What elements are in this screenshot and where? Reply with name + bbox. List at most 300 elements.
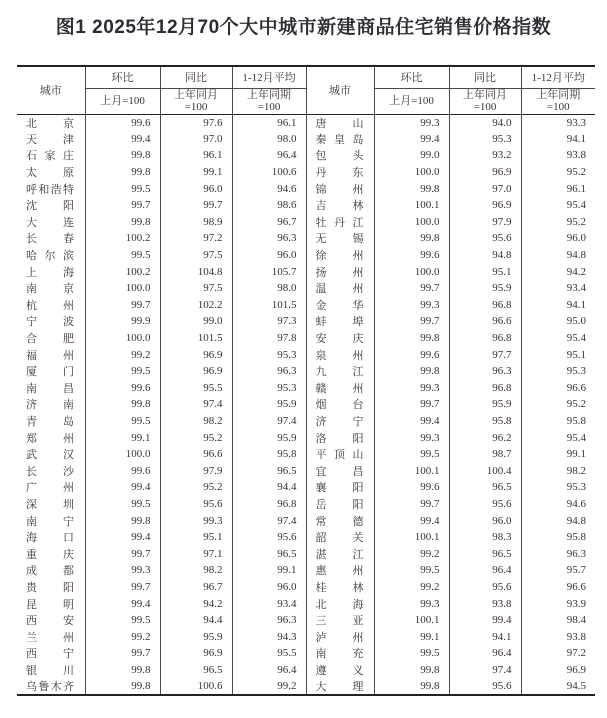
city-name: 海 口 [26,532,74,545]
base-line-bottom: =100 [257,101,281,113]
city-cell [306,429,374,446]
avg-cell: 96.0 [521,230,595,247]
yoy-cell: 98.7 [449,446,521,463]
city-cell [17,462,85,479]
city-cell [306,645,374,662]
city-name: 哈 尔 滨 [26,250,74,263]
city-cell [306,363,374,380]
yoy-cell: 96.0 [160,180,232,197]
yoy-cell: 97.4 [160,396,232,413]
mom-cell: 99.8 [85,512,160,529]
city-name: 太 原 [26,167,74,180]
yoy-cell: 96.4 [449,562,521,579]
mom-cell: 99.7 [85,579,160,596]
header-avg-base-left [232,88,306,114]
mom-cell: 99.8 [374,363,449,380]
mom-cell: 99.6 [374,247,449,264]
mom-cell: 99.3 [85,562,160,579]
city-cell [306,628,374,645]
table-row [17,595,595,612]
avg-cell: 93.8 [521,147,595,164]
yoy-cell: 96.9 [160,645,232,662]
mom-cell: 99.5 [85,413,160,430]
mom-cell: 99.4 [85,595,160,612]
city-name: 三 亚 [315,615,364,628]
avg-cell: 95.7 [521,562,595,579]
mom-cell: 99.4 [85,479,160,496]
avg-cell: 98.6 [232,197,306,214]
table-row [17,662,595,679]
avg-cell: 95.2 [521,214,595,231]
table-header [17,66,595,114]
header-yoy-base-left [160,88,232,114]
mom-cell: 99.3 [374,595,449,612]
city-cell [17,280,85,297]
avg-cell: 96.4 [232,147,306,164]
city-name: 天 津 [26,133,74,146]
mom-cell: 99.8 [374,180,449,197]
avg-cell: 96.3 [521,545,595,562]
avg-cell: 93.4 [521,280,595,297]
table-row [17,479,595,496]
yoy-cell: 104.8 [160,263,232,280]
yoy-cell: 93.8 [449,595,521,612]
header-city-left: 城市 [17,66,85,114]
avg-cell: 95.3 [232,380,306,397]
header-mom-base-right: 上月=100 [374,88,449,114]
header-avg-base-right [521,88,595,114]
mom-cell: 99.9 [85,313,160,330]
avg-cell: 96.1 [521,180,595,197]
yoy-cell: 96.9 [160,363,232,380]
city-cell [17,346,85,363]
header-yoy-right: 同比 [449,66,521,88]
yoy-cell: 97.9 [449,214,521,231]
city-name: 大 理 [315,681,364,694]
avg-cell: 101.5 [232,297,306,314]
table-row [17,579,595,596]
mom-cell: 99.6 [85,462,160,479]
avg-cell: 95.1 [521,346,595,363]
table-row [17,496,595,513]
city-cell [17,529,85,546]
city-name: 贵 阳 [26,581,74,594]
yoy-cell: 96.8 [449,330,521,347]
city-cell [306,545,374,562]
avg-cell: 97.4 [232,512,306,529]
avg-cell: 94.8 [521,247,595,264]
city-cell [306,479,374,496]
city-name: 长 沙 [26,465,74,478]
city-name: 杭 州 [26,299,74,312]
avg-cell: 95.6 [232,529,306,546]
city-cell [306,247,374,264]
mom-cell: 99.5 [85,612,160,629]
mom-cell: 99.3 [374,380,449,397]
city-name: 吉 林 [315,200,364,213]
yoy-cell: 100.4 [449,462,521,479]
price-index-table [17,65,595,696]
city-cell [17,628,85,645]
avg-cell: 96.5 [232,462,306,479]
table-row [17,462,595,479]
avg-cell: 93.4 [232,595,306,612]
city-name: 泸 州 [315,631,364,644]
city-cell [306,114,374,131]
yoy-cell: 97.5 [160,280,232,297]
yoy-cell: 100.6 [160,678,232,695]
yoy-cell: 99.3 [160,512,232,529]
mom-cell: 100.1 [374,462,449,479]
avg-cell: 98.4 [521,612,595,629]
city-name: 岳 阳 [315,498,364,511]
table-row [17,346,595,363]
mom-cell: 99.8 [85,214,160,231]
city-name: 青 岛 [26,415,74,428]
yoy-cell: 96.9 [449,164,521,181]
table-row [17,628,595,645]
mom-cell: 99.8 [374,662,449,679]
yoy-cell: 96.7 [160,579,232,596]
yoy-cell: 99.1 [160,164,232,181]
avg-cell: 93.9 [521,595,595,612]
city-cell [306,230,374,247]
yoy-cell: 96.8 [449,297,521,314]
header-yoy-left: 同比 [160,66,232,88]
avg-cell: 95.4 [521,429,595,446]
yoy-cell: 93.2 [449,147,521,164]
city-name: 无 锡 [315,233,364,246]
mom-cell: 99.8 [85,164,160,181]
yoy-cell: 97.0 [160,131,232,148]
figure-title: 图1 2025年12月70个大中城市新建商品住宅销售价格指数 [55,17,552,38]
base-line-bottom: =100 [473,101,497,113]
yoy-cell: 96.5 [160,662,232,679]
mom-cell: 99.7 [374,280,449,297]
city-cell [306,214,374,231]
mom-cell: 99.8 [85,678,160,695]
avg-cell: 97.2 [521,645,595,662]
avg-cell: 96.0 [232,247,306,264]
avg-cell: 96.6 [521,380,595,397]
mom-cell: 99.6 [374,479,449,496]
city-cell [17,131,85,148]
city-cell [306,380,374,397]
mom-cell: 99.7 [374,313,449,330]
mom-cell: 100.2 [85,230,160,247]
city-cell [306,595,374,612]
table-row [17,529,595,546]
city-name: 厦 门 [26,366,74,379]
city-cell [306,147,374,164]
mom-cell: 99.3 [374,114,449,131]
yoy-cell: 98.3 [449,529,521,546]
yoy-cell: 95.6 [449,230,521,247]
yoy-cell: 98.2 [160,413,232,430]
yoy-cell: 98.2 [160,562,232,579]
avg-cell: 94.8 [521,512,595,529]
avg-cell: 94.6 [232,180,306,197]
mom-cell: 99.2 [374,545,449,562]
mom-cell: 99.5 [374,446,449,463]
yoy-cell: 97.7 [449,346,521,363]
yoy-cell: 95.6 [449,678,521,695]
city-cell [17,380,85,397]
mom-cell: 99.5 [374,645,449,662]
city-name: 平 顶 山 [315,449,364,462]
city-name: 西 安 [26,615,74,628]
yoy-cell: 96.4 [449,645,521,662]
yoy-cell: 98.9 [160,214,232,231]
avg-cell: 97.8 [232,330,306,347]
avg-cell: 99.1 [521,446,595,463]
city-cell [306,346,374,363]
table-row [17,197,595,214]
yoy-cell: 95.1 [449,263,521,280]
city-name: 福 州 [26,349,74,362]
city-cell [306,263,374,280]
city-cell [306,197,374,214]
mom-cell: 100.0 [374,164,449,181]
city-cell [17,363,85,380]
city-cell [306,579,374,596]
table-body [17,114,595,695]
city-name: 泉 州 [315,349,364,362]
yoy-cell: 97.4 [449,662,521,679]
city-name: 重 庆 [26,548,74,561]
city-name: 湛 江 [315,548,364,561]
mom-cell: 99.5 [85,247,160,264]
avg-cell: 95.3 [521,363,595,380]
yoy-cell: 96.1 [160,147,232,164]
table-row [17,114,595,131]
mom-cell: 99.4 [85,529,160,546]
city-name: 牡 丹 江 [315,216,364,229]
city-cell [17,214,85,231]
city-name: 南 充 [315,648,364,661]
city-name: 南 宁 [26,515,74,528]
table-row [17,363,595,380]
yoy-cell: 95.3 [449,131,521,148]
yoy-cell: 94.0 [449,114,521,131]
yoy-cell: 97.6 [160,114,232,131]
table-row [17,230,595,247]
table-row [17,396,595,413]
avg-cell: 95.4 [521,197,595,214]
city-name: 扬 州 [315,266,364,279]
city-cell [306,131,374,148]
avg-cell: 99.2 [232,678,306,695]
table-row [17,247,595,264]
mom-cell: 99.8 [374,330,449,347]
mom-cell: 99.5 [85,363,160,380]
city-cell [17,512,85,529]
city-cell [17,662,85,679]
avg-cell: 94.6 [521,496,595,513]
mom-cell: 99.7 [374,396,449,413]
city-cell [17,297,85,314]
avg-cell: 105.7 [232,263,306,280]
mom-cell: 99.6 [85,380,160,397]
yoy-cell: 97.0 [449,180,521,197]
city-cell [17,230,85,247]
city-name: 九 江 [315,366,364,379]
mom-cell: 100.1 [374,197,449,214]
yoy-cell: 95.2 [160,479,232,496]
mom-cell: 99.7 [85,197,160,214]
avg-cell: 95.0 [521,313,595,330]
city-name: 郑 州 [26,432,74,445]
header-avg-right: 1-12月平均 [521,66,595,88]
city-name: 呼 和 浩 特 [26,183,74,196]
table-row [17,545,595,562]
mom-cell: 99.3 [374,297,449,314]
mom-cell: 99.8 [374,230,449,247]
city-cell [306,164,374,181]
yoy-cell: 97.1 [160,545,232,562]
yoy-cell: 96.9 [160,346,232,363]
avg-cell: 95.5 [232,645,306,662]
yoy-cell: 97.5 [160,247,232,264]
mom-cell: 100.1 [374,612,449,629]
yoy-cell: 102.2 [160,297,232,314]
city-cell [17,247,85,264]
city-cell [306,330,374,347]
avg-cell: 93.3 [521,114,595,131]
city-name: 金 华 [315,299,364,312]
avg-cell: 96.5 [232,545,306,562]
city-name: 石 家 庄 [26,150,74,163]
yoy-cell: 99.4 [449,612,521,629]
city-name: 安 庆 [315,333,364,346]
city-name: 成 都 [26,565,74,578]
city-name: 襄 阳 [315,482,364,495]
city-cell [306,612,374,629]
avg-cell: 95.4 [521,330,595,347]
mom-cell: 99.8 [85,662,160,679]
avg-cell: 96.0 [232,579,306,596]
city-cell [17,579,85,596]
yoy-cell: 95.5 [160,380,232,397]
mom-cell: 100.0 [374,214,449,231]
avg-cell: 96.6 [521,579,595,596]
city-cell [306,280,374,297]
header-yoy-base-right [449,88,521,114]
avg-cell: 95.3 [521,479,595,496]
mom-cell: 99.8 [85,147,160,164]
avg-cell: 95.8 [521,529,595,546]
avg-cell: 96.7 [232,214,306,231]
city-cell [306,462,374,479]
yoy-cell: 95.9 [449,396,521,413]
mom-cell: 100.0 [85,330,160,347]
mom-cell: 99.5 [374,562,449,579]
city-cell [17,147,85,164]
city-name: 洛 阳 [315,432,364,445]
city-name: 常 德 [315,515,364,528]
avg-cell: 94.5 [521,678,595,695]
yoy-cell: 95.9 [449,280,521,297]
avg-cell: 95.9 [232,429,306,446]
city-cell [17,645,85,662]
city-name: 济 南 [26,399,74,412]
avg-cell: 97.4 [232,413,306,430]
avg-cell: 96.3 [232,612,306,629]
table-row [17,645,595,662]
table-row [17,330,595,347]
mom-cell: 99.4 [374,413,449,430]
table-row [17,612,595,629]
avg-cell: 99.1 [232,562,306,579]
yoy-cell: 94.1 [449,628,521,645]
base-line-top: 上年同期 [247,89,291,101]
avg-cell: 95.8 [521,413,595,430]
avg-cell: 95.3 [232,346,306,363]
mom-cell: 99.2 [85,628,160,645]
city-cell [306,496,374,513]
mom-cell: 99.7 [374,496,449,513]
city-name: 蚌 埠 [315,316,364,329]
city-cell [17,496,85,513]
table-row [17,180,595,197]
avg-cell: 94.1 [521,131,595,148]
mom-cell: 99.7 [85,297,160,314]
city-name: 南 昌 [26,382,74,395]
mom-cell: 99.7 [85,545,160,562]
table-row [17,678,595,695]
mom-cell: 99.4 [374,131,449,148]
mom-cell: 99.1 [85,429,160,446]
yoy-cell: 94.2 [160,595,232,612]
yoy-cell: 97.2 [160,230,232,247]
city-name: 兰 州 [26,631,74,644]
base-line-top: 上年同月 [463,89,507,101]
city-name: 温 州 [315,283,364,296]
city-cell [17,313,85,330]
table-row [17,280,595,297]
mom-cell: 99.2 [85,346,160,363]
city-cell [17,446,85,463]
table-row [17,147,595,164]
yoy-cell: 95.8 [449,413,521,430]
city-name: 乌 鲁 木 齐 [26,681,74,694]
city-cell [306,297,374,314]
mom-cell: 99.6 [85,114,160,131]
base-line-bottom: =100 [546,101,570,113]
city-name: 长 春 [26,233,74,246]
city-name: 西 宁 [26,648,74,661]
avg-cell: 96.1 [232,114,306,131]
city-cell [17,612,85,629]
city-name: 济 宁 [315,415,364,428]
mom-cell: 100.0 [85,280,160,297]
mom-cell: 99.5 [85,496,160,513]
header-row-labels [17,66,595,88]
yoy-cell: 95.6 [160,496,232,513]
avg-cell: 94.3 [232,628,306,645]
avg-cell: 95.2 [521,164,595,181]
yoy-cell: 95.2 [160,429,232,446]
mom-cell: 100.0 [85,446,160,463]
city-cell [306,413,374,430]
mom-cell: 99.6 [374,346,449,363]
city-name: 遵 义 [315,664,364,677]
mom-cell: 99.1 [374,628,449,645]
avg-cell: 96.8 [232,496,306,513]
city-cell [17,562,85,579]
city-cell [306,313,374,330]
city-name: 丹 东 [315,167,364,180]
